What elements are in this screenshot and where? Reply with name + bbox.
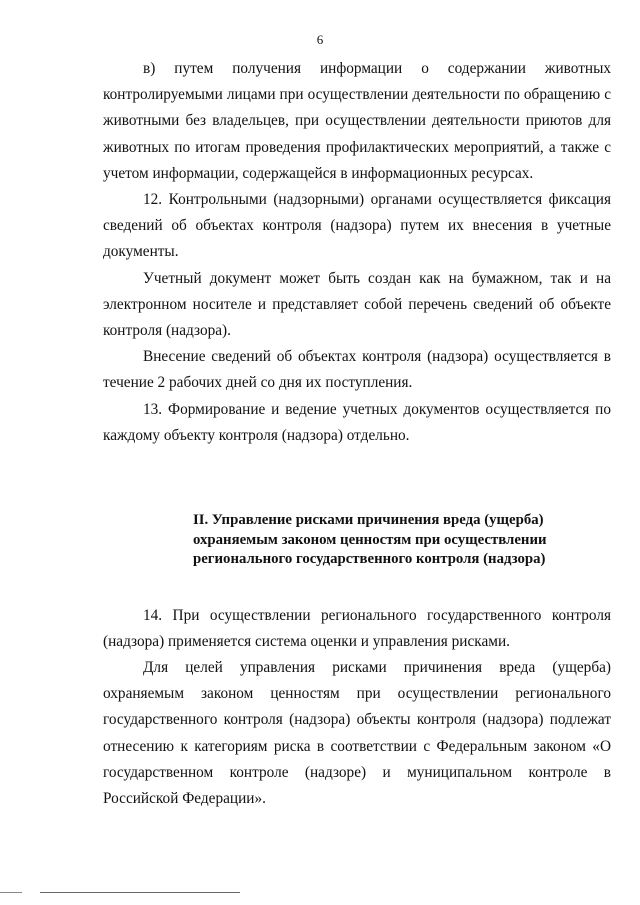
document-body — [103, 56, 611, 812]
page-number: 6 — [316, 32, 324, 47]
section-heading-line: регионального государственного контроля (надзора) — [193, 551, 546, 568]
paragraph-risk-categories: Для целей управления рисками причинения вреда (ущерба) охраняемым законом ценностям при осуществлении регионального государственного контроля (надзора) объекты контроля (надзора) подлежат отнесению к категориям риска в соответствии с Федеральным законом «О государственном контроле (надзоре) и муниципальном контроле в Российской Федерации». — [103, 658, 611, 807]
footer-divider — [0, 892, 22, 893]
paragraph-14: 14. При осуществлении регионального государственного контроля (надзора) применяется система оценки и управления рисками. — [103, 606, 611, 650]
paragraph-item-v: в) путем получения информации о содержании животных контролируемыми лицами при осуществлении деятельности по обращению с животными без владельцев, при осуществлении деятельности приютов для животных по итогам проведения профилактических мероприятий, а также с учетом информации, содержащейся в информационных ресурсах. — [103, 60, 611, 182]
section-heading-line: охраняемым законом ценностям при осуществлении — [193, 531, 547, 548]
paragraph-13: 13. Формирование и ведение учетных документов осуществляется по каждому объекту контроля (надзора) отдельно. — [103, 400, 611, 444]
paragraph-accounting-document: Учетный документ может быть создан как на бумажном, так и на электронном носителе и представляет собой перечень сведений об объекте контроля (надзора). — [103, 269, 611, 340]
section-heading — [103, 511, 611, 570]
paragraph-entry-deadline: Внесение сведений об объектах контроля (надзора) осуществляется в течение 2 рабочих дней со дня их поступления. — [103, 348, 611, 392]
footer-divider — [40, 892, 240, 893]
section-heading-line: II. Управление рисками причинения вреда (ущерба) — [193, 512, 544, 529]
paragraph-12: 12. Контрольными (надзорными) органами осуществляется фиксация сведений об объектах контроля (надзора) путем их внесения в учетные документы. — [103, 191, 611, 261]
